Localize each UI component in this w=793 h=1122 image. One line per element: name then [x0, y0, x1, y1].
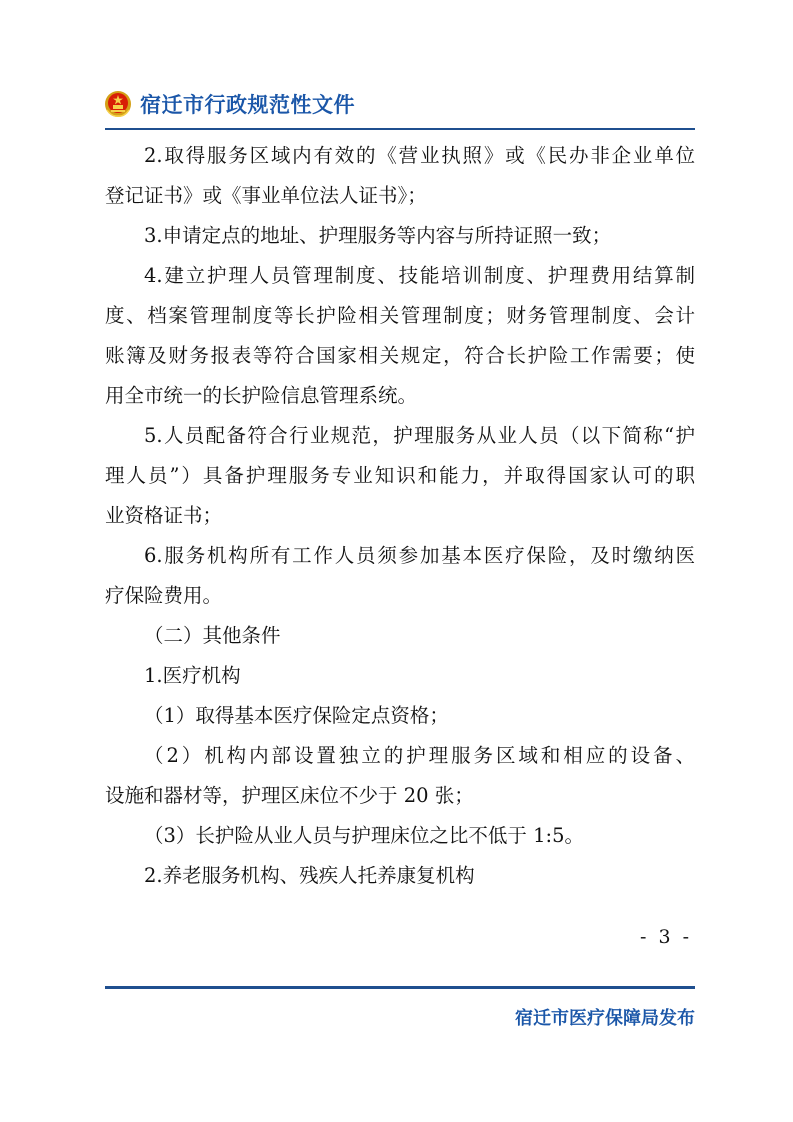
text-line: 3.申请定点的地址、护理服务等内容与所持证照一致； [144, 224, 612, 247]
header-divider [105, 128, 695, 130]
text-line: 疗保险费用。 [105, 584, 223, 607]
section-heading-other-conditions [105, 616, 695, 656]
text-line: （二）其他条件 [144, 624, 281, 647]
text-line: 账簿及财务报表等符合国家相关规定，符合长护险工作需要；使 [105, 344, 695, 367]
paragraph-item-3 [105, 216, 695, 256]
text-line: 用全市统一的长护险信息管理系统。 [105, 384, 418, 407]
text-line: （1）取得基本医疗保险定点资格； [144, 704, 449, 727]
footer-divider [105, 986, 695, 989]
subsection-medical-institutions [105, 656, 695, 696]
condition-item-3 [105, 816, 695, 856]
subsection-elderly-care-institutions [105, 856, 695, 896]
text-line: 1.医疗机构 [144, 664, 241, 687]
text-line: 业资格证书； [105, 504, 223, 527]
paragraph-item-4 [105, 256, 695, 416]
header-title: 宿迁市行政规范性文件 [140, 93, 355, 117]
national-emblem-icon [104, 90, 132, 118]
condition-item-2 [105, 736, 695, 816]
condition-item-1 [105, 696, 695, 736]
paragraph-item-6 [105, 536, 695, 616]
paragraph-item-5 [105, 416, 695, 536]
document-header [104, 84, 355, 124]
text-line: 理人员”）具备护理服务专业知识和能力，并取得国家认可的职 [105, 464, 695, 487]
document-body [105, 136, 695, 896]
text-line: （3）长护险从业人员与护理床位之比不低于 1:5。 [144, 824, 584, 847]
page-number: - 3 - [639, 926, 692, 948]
text-line: 度、档案管理制度等长护险相关管理制度；财务管理制度、会计 [105, 304, 695, 327]
text-line: 4.建立护理人员管理制度、技能培训制度、护理费用结算制 [144, 264, 695, 287]
paragraph-item-2 [105, 136, 695, 216]
text-line: 登记证书》或《事业单位法人证书》； [105, 184, 427, 207]
text-line: （2）机构内部设置独立的护理服务区域和相应的设备、 [144, 744, 695, 767]
text-line: 5.人员配备符合行业规范，护理服务从业人员（以下简称“护 [144, 424, 695, 447]
text-line: 2.养老服务机构、残疾人托养康复机构 [144, 864, 475, 887]
footer-publisher: 宿迁市医疗保障局发布 [515, 1008, 695, 1029]
text-line: 设施和器材等，护理区床位不少于 20 张； [105, 784, 474, 807]
text-line: 6.服务机构所有工作人员须参加基本医疗保险，及时缴纳医 [144, 544, 695, 567]
text-line: 2.取得服务区域内有效的《营业执照》或《民办非企业单位 [144, 144, 695, 167]
